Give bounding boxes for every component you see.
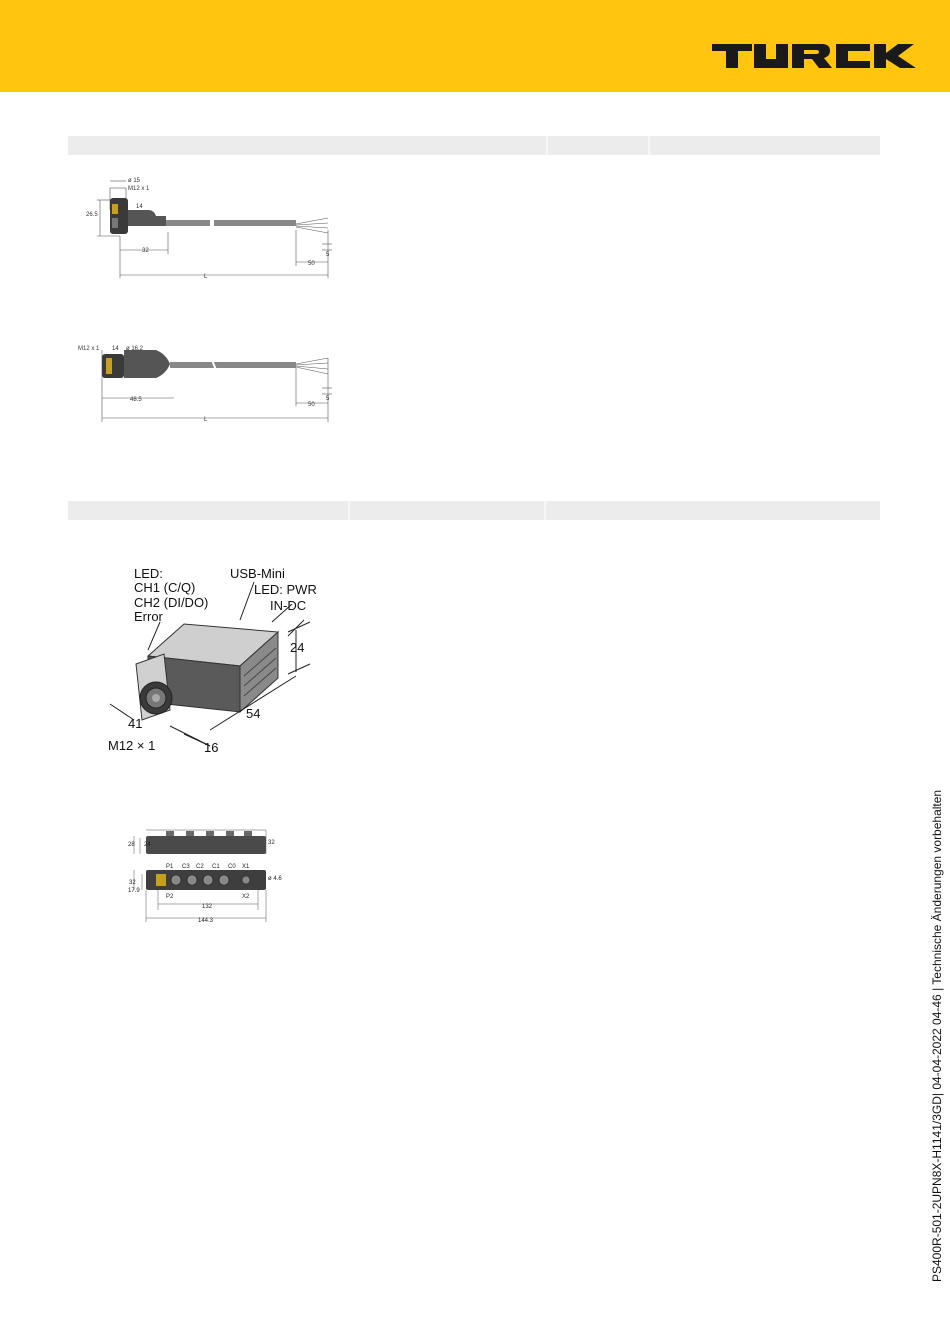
section-header-bar	[68, 136, 880, 155]
turck-logo	[712, 44, 916, 68]
dim-54: 54	[246, 706, 261, 721]
document-id-footer: PS400R-501-2UPN8X-H1141/3GD| 04-04-2022 04-46 | Technische Änderungen vorbehalten	[930, 789, 944, 1282]
port-c0: C0	[228, 864, 236, 870]
dim-48: 48.5	[130, 397, 142, 403]
angled-cable-drawing	[86, 170, 336, 282]
label-m12: M12 × 1	[108, 738, 156, 753]
dim-wrench: 14	[136, 204, 143, 210]
port-c3: C3	[182, 864, 190, 870]
label-ch1: CH1 (C/Q)	[134, 580, 196, 595]
label-led: LED:	[134, 566, 163, 581]
dim-length: L	[204, 417, 208, 423]
port-c2: C2	[196, 864, 204, 870]
dim-41: 41	[128, 716, 143, 731]
port-x2: X2	[242, 894, 250, 900]
label-led-pwr: LED: PWR	[254, 582, 317, 597]
dim-hole: ø 4.6	[268, 876, 282, 882]
dim-thread: M12 x 1	[78, 346, 100, 352]
dim-32: 32	[142, 248, 149, 254]
port-p2: P2	[166, 894, 174, 900]
label-ch2: CH2 (DI/DO)	[134, 595, 209, 610]
dim-5: 5	[326, 396, 330, 402]
dim-132: 132	[202, 904, 213, 910]
dim-diameter: ø 16.2	[126, 346, 144, 352]
dim-17: 17.9	[128, 888, 140, 894]
label-in-dc: IN-DC	[270, 598, 307, 613]
dim-5: 5	[326, 252, 330, 258]
dim-32-top: 32	[268, 840, 275, 846]
port-x1: X1	[242, 864, 250, 870]
dim-24: 24	[290, 640, 305, 655]
dim-50: 50	[308, 402, 315, 408]
label-error: Error	[134, 609, 163, 624]
dim-32-left: 32	[129, 880, 136, 886]
dim-50: 50	[308, 261, 315, 267]
straight-cable-drawing	[76, 338, 336, 424]
module-drawing	[100, 560, 340, 760]
label-usb: USB-Mini	[230, 566, 285, 581]
dim-16: 16	[204, 740, 219, 755]
dim-height: 26.5	[86, 212, 98, 218]
port-c1: C1	[212, 864, 220, 870]
block-module-drawing	[126, 828, 286, 928]
dim-144: 144.3	[198, 918, 214, 924]
dim-24: 24	[144, 842, 151, 848]
section-header-bar	[68, 501, 880, 520]
port-p1: P1	[166, 864, 174, 870]
dim-28: 28	[128, 842, 135, 848]
dim-thread: M12 x 1	[128, 186, 150, 192]
dim-diameter: ø 15	[128, 178, 141, 184]
dim-length: L	[204, 274, 208, 280]
dim-wrench: 14	[112, 346, 119, 352]
